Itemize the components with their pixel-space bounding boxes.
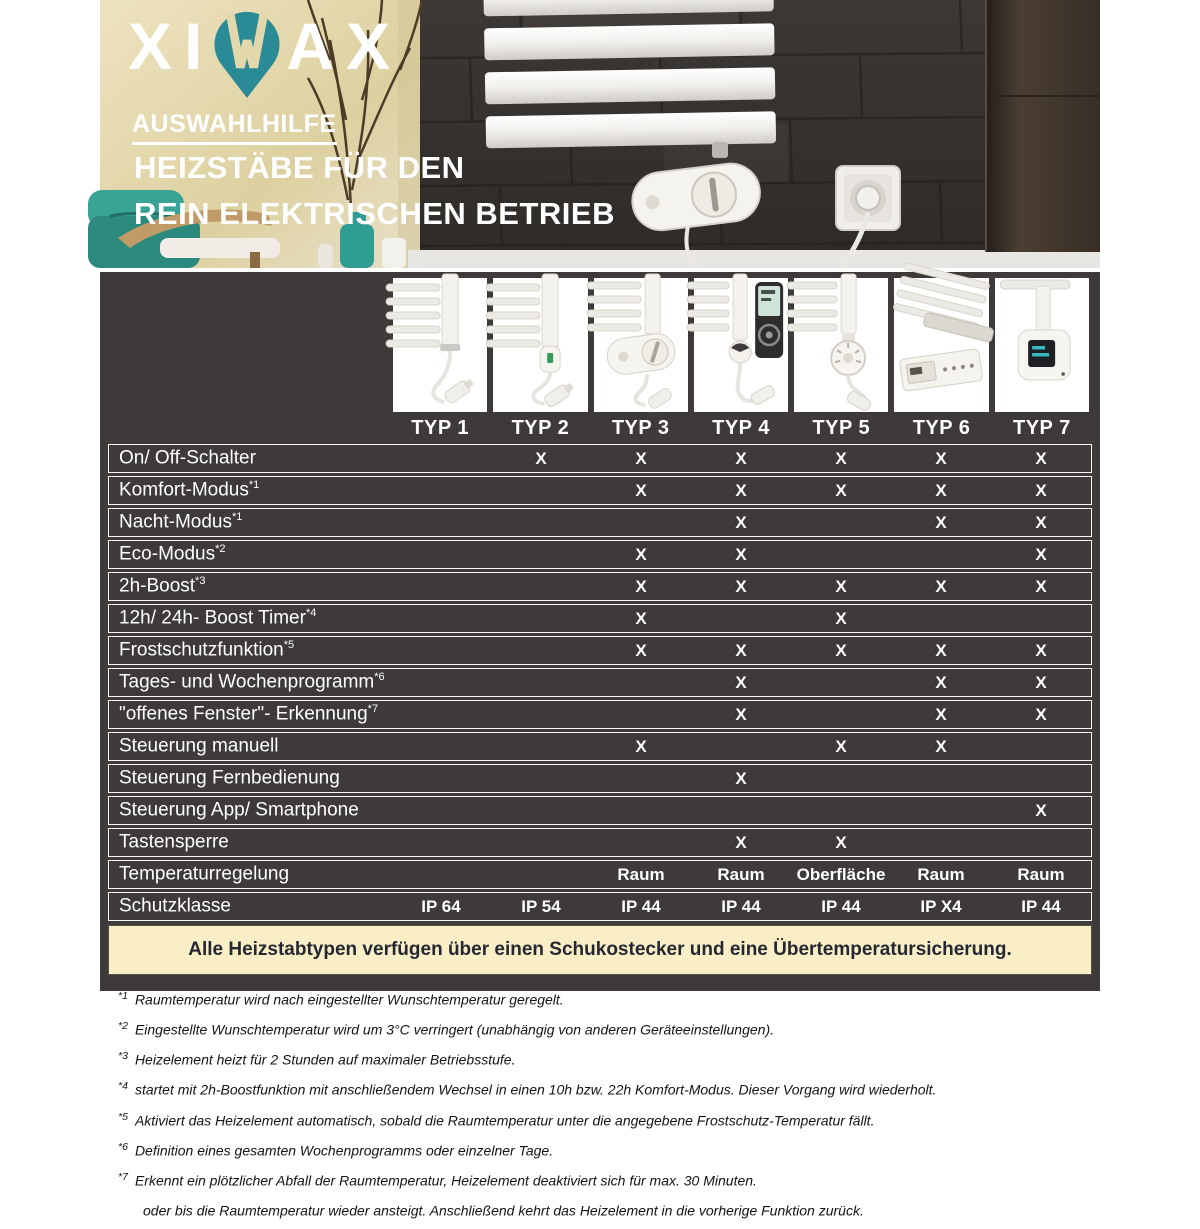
feature-label: "offenes Fenster"- Erkennung$^{*7}$ bbox=[119, 703, 379, 725]
feature-row-6 bbox=[108, 604, 1092, 633]
logo-text-left: XI bbox=[128, 9, 215, 83]
feature-value-cell: X bbox=[735, 576, 747, 596]
feature-label: 2h-Boost$^{*3}$ bbox=[119, 575, 206, 597]
feature-value-cell: X bbox=[1035, 704, 1047, 724]
feature-value-cell: X bbox=[835, 480, 847, 500]
feature-label: Steuerung Fernbedienung bbox=[119, 767, 340, 789]
feature-value-cell: X bbox=[835, 832, 847, 852]
feature-label: 12h/ 24h- Boost Timer$^{*4}$ bbox=[119, 607, 317, 629]
feature-row-15 bbox=[108, 892, 1092, 921]
ximax-logo bbox=[128, 10, 402, 98]
typ-3-product-image bbox=[594, 278, 688, 412]
feature-label: Steuerung App/ Smartphone bbox=[119, 799, 359, 821]
feature-value-cell: X bbox=[635, 640, 647, 660]
hero-eyebrow: AUSWAHLHILFE bbox=[132, 110, 337, 145]
feature-value-cell: X bbox=[735, 832, 747, 852]
feature-value-cell: X bbox=[1035, 448, 1047, 468]
feature-value-cell: IP 44 bbox=[721, 896, 761, 916]
feature-value-cell: X bbox=[935, 576, 947, 596]
feature-value-cell: X bbox=[735, 704, 747, 724]
feature-value-cell: X bbox=[1035, 544, 1047, 564]
feature-row-2 bbox=[108, 476, 1092, 505]
feature-row-7 bbox=[108, 636, 1092, 665]
feature-row-1 bbox=[108, 444, 1092, 473]
hero-section bbox=[100, 0, 1100, 268]
typ-4-product-image bbox=[694, 278, 788, 412]
typ-2-product-image bbox=[493, 278, 587, 412]
feature-value-cell: X bbox=[735, 640, 747, 660]
feature-rows bbox=[108, 444, 1092, 921]
feature-label: Eco-Modus$^{*2}$ bbox=[119, 543, 226, 565]
feature-value-cell: X bbox=[735, 448, 747, 468]
feature-row-4 bbox=[108, 540, 1092, 569]
feature-value-cell: X bbox=[535, 448, 547, 468]
feature-value-cell: X bbox=[935, 512, 947, 532]
feature-value-cell: X bbox=[835, 576, 847, 596]
feature-value-cell: X bbox=[835, 608, 847, 628]
footnotes bbox=[118, 988, 1098, 1229]
typ-5-product-image bbox=[794, 278, 888, 412]
feature-value-cell: X bbox=[935, 736, 947, 756]
feature-value-cell: X bbox=[835, 640, 847, 660]
feature-row-12 bbox=[108, 796, 1092, 825]
feature-value-cell: X bbox=[835, 736, 847, 756]
feature-value-cell: Raum bbox=[617, 864, 665, 884]
feature-value-cell: X bbox=[635, 448, 647, 468]
hero-title-line1: HEIZSTÄBE FÜR DEN bbox=[134, 150, 465, 185]
feature-label: Tastensperre bbox=[119, 831, 229, 853]
footnote-line-4: $^{*4}$ startet mit 2h-Boostfunktion mit anschließendem Wechsel in einen 10h bzw. 22h Komfort-Modus. Dieser Vorgang wird wiederholt. bbox=[118, 1080, 937, 1099]
feature-value-cell: IP X4 bbox=[920, 896, 962, 916]
feature-value-cell: IP 44 bbox=[621, 896, 661, 916]
feature-value-cell: X bbox=[1035, 800, 1047, 820]
feature-row-5 bbox=[108, 572, 1092, 601]
typ-7-product-image bbox=[995, 278, 1089, 412]
feature-value-cell: IP 44 bbox=[1021, 896, 1061, 916]
typ-1-product-image bbox=[393, 278, 487, 412]
footnote-line-6: $^{*6}$ Definition eines gesamten Wochenprogramms oder einzelner Tage. bbox=[118, 1140, 554, 1159]
product-image-row bbox=[108, 278, 1092, 412]
feature-value-cell: X bbox=[635, 736, 647, 756]
feature-row-8 bbox=[108, 668, 1092, 697]
feature-value-cell: IP 44 bbox=[821, 896, 861, 916]
feature-label: Nacht-Modus$^{*1}$ bbox=[119, 511, 243, 533]
feature-value-cell: X bbox=[635, 576, 647, 596]
feature-value-cell: X bbox=[1035, 480, 1047, 500]
typ-4-label: TYP 4 bbox=[712, 416, 770, 439]
feature-value-cell: X bbox=[635, 480, 647, 500]
feature-value-cell: X bbox=[935, 640, 947, 660]
footnote-line-3: $^{*3}$ Heizelement heizt für 2 Stunden auf maximaler Betriebsstufe. bbox=[118, 1050, 516, 1068]
feature-value-cell: IP 64 bbox=[421, 896, 461, 916]
note-bar: Alle Heizstabtypen verfügen über einen Schukostecker und eine Übertemperatursicherung. bbox=[108, 925, 1092, 975]
feature-value-cell: X bbox=[1035, 512, 1047, 532]
feature-value-cell: X bbox=[1035, 576, 1047, 596]
ximax-logo-mark-icon bbox=[210, 10, 284, 98]
hero-title-line2: REIN ELEKTRISCHEN BETRIEB bbox=[134, 196, 615, 231]
cabinet bbox=[986, 0, 1100, 252]
feature-label: Steuerung manuell bbox=[119, 735, 279, 757]
feature-value-cell: X bbox=[635, 608, 647, 628]
footnote-line-8: oder bis die Raumtemperatur wieder ansteigt. Anschließend kehrt das Heizelement in die vorherige Funktion zurück. bbox=[143, 1202, 864, 1219]
feature-row-10 bbox=[108, 732, 1092, 761]
feature-value-cell: X bbox=[935, 704, 947, 724]
feature-value-cell: X bbox=[735, 768, 747, 788]
typ-2-label: TYP 2 bbox=[511, 416, 570, 439]
feature-row-13 bbox=[108, 828, 1092, 857]
feature-label: Temperaturregelung bbox=[119, 863, 290, 885]
feature-row-3 bbox=[108, 508, 1092, 537]
feature-value-cell: X bbox=[735, 480, 747, 500]
feature-value-cell: IP 54 bbox=[521, 896, 561, 916]
footnote-line-2: $^{*2}$ Eingestellte Wunschtemperatur wird um 3°C verringert (unabhängig von anderen Geräteeinstellungen). bbox=[118, 1020, 774, 1038]
feature-value-cell: X bbox=[935, 448, 947, 468]
feature-row-9 bbox=[108, 700, 1092, 729]
feature-label: Tages- und Wochenprogramm$^{*6}$ bbox=[119, 671, 385, 693]
feature-value-cell: X bbox=[1035, 672, 1047, 692]
feature-label: Komfort-Modus$^{*1}$ bbox=[119, 479, 260, 501]
typ-7-label: TYP 7 bbox=[1012, 416, 1071, 439]
feature-value-cell: X bbox=[735, 672, 747, 692]
footnote-line-5: $^{*5}$ Aktiviert das Heizelement automatisch, sobald die Raumtemperatur unter die angegebene Frostschutz-Temperatur fällt. bbox=[118, 1110, 875, 1129]
feature-value-cell: X bbox=[635, 544, 647, 564]
logo-text-right: AX bbox=[286, 9, 403, 83]
feature-value-cell: X bbox=[935, 672, 947, 692]
feature-label: Schutzklasse bbox=[119, 895, 231, 917]
typ-3-label: TYP 3 bbox=[611, 416, 670, 439]
feature-value-cell: Raum bbox=[717, 864, 765, 884]
typ-6-label: TYP 6 bbox=[912, 416, 971, 439]
typ-5-label: TYP 5 bbox=[812, 416, 871, 439]
feature-value-cell: X bbox=[735, 544, 747, 564]
header-spacer bbox=[108, 278, 390, 412]
feature-value-cell: X bbox=[935, 480, 947, 500]
feature-value-cell: Raum bbox=[917, 864, 965, 884]
footnote-line-7: $^{*7}$ Erkennt ein plötzlicher Abfall der Raumtemperatur, Heizelement deaktiviert sich für max. 30 Minuten. bbox=[118, 1170, 757, 1189]
typ-label-row bbox=[108, 412, 1092, 444]
comparison-table bbox=[100, 272, 1100, 991]
typ-6-product-image bbox=[894, 278, 988, 412]
feature-row-14 bbox=[108, 860, 1092, 889]
feature-value-cell: X bbox=[1035, 640, 1047, 660]
feature-value-cell: Oberfläche bbox=[796, 864, 886, 884]
typ-1-label: TYP 1 bbox=[411, 416, 469, 439]
footnote-line-1: $^{*1}$ Raumtemperatur wird nach eingestellter Wunschtemperatur geregelt. bbox=[118, 990, 564, 1008]
feature-value-cell: X bbox=[835, 448, 847, 468]
feature-value-cell: Raum bbox=[1017, 864, 1065, 884]
feature-label: On/ Off-Schalter bbox=[119, 447, 256, 469]
floor-strip bbox=[408, 250, 1100, 268]
feature-value-cell: X bbox=[735, 512, 747, 532]
feature-label: Frostschutzfunktion$^{*5}$ bbox=[119, 639, 295, 661]
feature-row-11 bbox=[108, 764, 1092, 793]
